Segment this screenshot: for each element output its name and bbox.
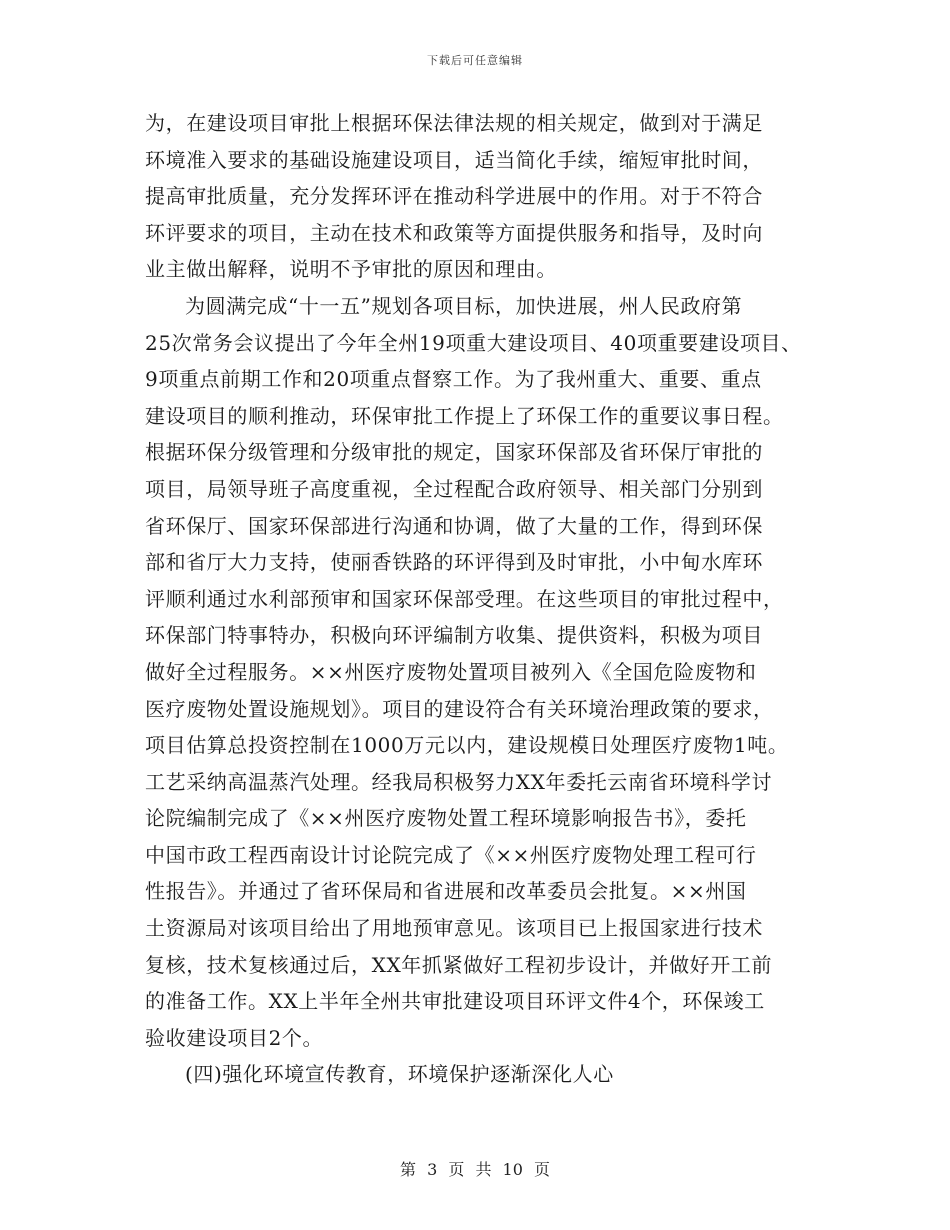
page-footer: 第 3 页 共 10 页 (400, 1160, 550, 1179)
text-line: 环保部门特事特办，积极向环评编制方收集、提供资料，积极为项目 (145, 623, 763, 648)
text-line: (四)强化环境宣传教育，环境保护逐渐深化人心 (185, 1062, 614, 1087)
text-line: 建设项目的顺利推动，环保审批工作提上了环保工作的重要议事日程。 (145, 403, 784, 428)
text-line: 土资源局对该项目给出了用地预审意见。该项目已上报国家进行技术 (145, 916, 763, 941)
text-line: 工艺采纳高温蒸汽处理。经我局积极努力XX年委托云南省环境科学讨 (145, 769, 773, 794)
text-line: 的准备工作。XX上半年全州共审批建设项目环评文件4个，环保竣工 (145, 989, 765, 1014)
text-line: 提高审批质量，充分发挥环评在推动科学进展中的作用。对于不符合 (145, 184, 763, 209)
text-line: 环境准入要求的基础设施建设项目，适当简化手续，缩短审批时间， (145, 147, 763, 172)
text-line: 为圆满完成“十一五”规划各项目标，加快进展，州人民政府第 (185, 293, 743, 318)
text-line: 复核，技术复核通过后，XX年抓紧做好工程初步设计，并做好开工前 (145, 952, 773, 977)
text-line: 论院编制完成了《××州医疗废物处置工程环境影响报告书》，委托 (145, 806, 747, 831)
page-header: 下载后可任意编辑 (427, 54, 523, 67)
text-line: 25次常务会议提出了今年全州19项重大建设项目、40项重要建设项目、 (145, 330, 802, 355)
text-line: 医疗废物处置设施规划》。项目的建设符合有关环境治理政策的要求， (145, 696, 774, 721)
text-line: 环评要求的项目，主动在技术和政策等方面提供服务和指导，及时向 (145, 220, 763, 245)
text-line: 性报告》。并通过了省环保局和省进展和改革委员会批复。××州国 (145, 879, 747, 904)
text-line: 根据环保分级管理和分级审批的规定，国家环保部及省环保厅审批的 (145, 440, 763, 465)
text-line: 部和省厅大力支持，使丽香铁路的环评得到及时审批，小中甸水库环 (145, 550, 763, 575)
text-line: 业主做出解释，说明不予审批的原因和理由。 (145, 257, 557, 282)
text-line: 项目，局领导班子高度重视，全过程配合政府领导、相关部门分别到 (145, 476, 763, 501)
text-line: 为，在建设项目审批上根据环保法律法规的相关规定，做到对于满足 (145, 111, 763, 135)
text-line: 省环保厅、国家环保部进行沟通和协调，做了大量的工作，得到环保 (145, 513, 763, 538)
document-body (145, 105, 815, 1093)
text-line: 9项重点前期工作和20项重点督察工作。为了我州重大、重要、重点 (145, 367, 762, 392)
text-line: 验收建设项目2个。 (145, 1025, 324, 1050)
text-line: 做好全过程服务。××州医疗废物处置项目被列入《全国危险废物和 (145, 659, 757, 684)
text-line: 评顺利通过水利部预审和国家环保部受理。在这些项目的审批过程中， (145, 586, 784, 611)
text-line: 中国市政工程西南设计讨论院完成了《××州医疗废物处理工程可行 (145, 842, 757, 867)
text-line: 项目估算总投资控制在1000万元以内，建设规模日处理医疗废物1吨。 (145, 733, 789, 758)
